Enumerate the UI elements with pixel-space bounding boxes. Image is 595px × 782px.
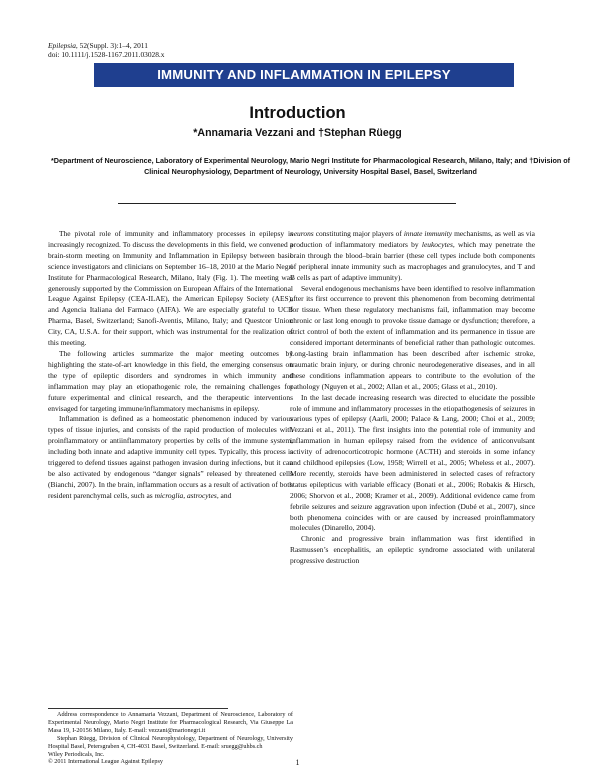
article-title: Introduction xyxy=(249,104,346,122)
doi[interactable]: doi: 10.1111/j.1528-1167.2011.03028.x xyxy=(48,49,165,59)
header-divider xyxy=(118,203,456,204)
paragraph: The pivotal role of immunity and inflammatory processes in epilepsy is increasingly recognized. To discuss the developments in this field, we convened a brain-storm meeting on Immunity and Inflammation in Epilepsy between basic science investigators and clinicians on September 16–18, 2010 at the Mario Negri Institute for Pharmacological Research, Milano, Italy (Fig. 1). The meeting was generously supported by the Commission on European Affairs of the International League Against Epilepsy (CEA-ILAE), the American Epilepsy Society (AES), and Agencia Italiana del Farmaco (AIFA). We are especially grateful to UCB Pharma, Basel, Switzerland; Sanofi-Aventis, Milano, Italy; and Questcor Union City, CA, U.S.A. for their support, which was instrumental for the realization of this meeting. xyxy=(48,229,293,348)
journal-volume: , 52(Suppl. 3):1–4, 2011 xyxy=(75,41,148,50)
paragraph: neurons constituting major players of innate immunity mechanisms, as well as via production of inflammatory mediators by leukocytes, which may penetrate the brain through the blood–brain barrier (these cell types include both components of peripheral innate immunity such as macrophages and granulocytes, and T and B cells as part of adaptive immunity). xyxy=(290,229,535,282)
body-column-right xyxy=(290,229,535,567)
journal-citation xyxy=(48,42,164,59)
page-number: 1 xyxy=(295,758,300,767)
paragraph: In the last decade increasing research was directed to elucidate the possible role of immune and inflammatory processes in the etiopathogenesis of seizures in various types of epilepsy (Aarli, 2000; Palace & Lang, 2000; Choi et al., 2009; Vezzani et al., 2011). The first insights into the potential role of immunity and inflammation in human epilepsy raised from the evidence of anticonvulsant activity of adrenocorticotropic hormone (ACTH) and steroids in some infancy and childhood epilepsies (Low, 1958; Wirrell et al., 2005; Wheless et al., 2007). More recently, steroids have been administered in selected cases of refractory status epilepticus with variable efficacy (Bonati et al., 2006; Robakis & Hirsch, 2006; Shorvon et al., 2008; Kramer et al., 2009). Additional evidence came from febrile seizures and seizure aggravation upon infection (Dubé et al., 2007), since both phenomena coincides with or are caused by increased proinflammatory molecules (Dinarello, 2004). xyxy=(290,392,535,533)
article-authors: *Annamaria Vezzani and †Stephan Rüegg xyxy=(193,127,402,139)
correspondence-address: Stephan Rüegg, Division of Clinical Neurophysiology, Department of Neurology, University Hospital Basel, Petersgraben 4, CH-4031 Basel, Switzerland. E-mail: sruegg@uhbs.ch xyxy=(48,734,293,750)
journal-name: Epilepsia xyxy=(48,41,76,50)
paragraph: Chronic and progressive brain inflammation was first identified in Rasmussen’s encephalitis, an epileptic syndrome associated with unilateral progressive destruction xyxy=(290,534,535,566)
paragraph: Several endogenous mechanisms have been identified to resolve inflammation after its first occurrence to prevent this phenomenon from becoming detrimental for tissue. When these regulatory mechanisms fail, inflammation may become chronic or last long enough to provoke tissue damage or dysfunction; therefore, a strict control of both the extent of inflammation and its permanence in tissue are considered important determinants of beneficial rather than pathologic outcomes. Long-lasting brain inflammation has been described after ischemic stroke, traumatic brain injury, or during chronic neurodegenerative diseases, and in all these conditions inflammation appears to contribute to the evolution of the pathology (Nguyen et al., 2002; Allan et al., 2005; Glass et al., 2010). xyxy=(290,283,535,391)
section-banner: IMMUNITY AND INFLAMMATION IN EPILEPSY xyxy=(94,63,514,87)
publisher: Wiley Periodicals, Inc. xyxy=(48,750,105,758)
author-affiliations: *Department of Neuroscience, Laboratory of Experimental Neurology, Mario Negri Institute for Pharmacological Research, Milano, Italy; and †Division of Clinical Neurophysiology, Department of Neurology, University Hospital Basel, Basel, Switzerland xyxy=(50,156,571,176)
correspondence-address: Address correspondence to Annamaria Vezzani, Department of Neuroscience, Laboratory of Experimental Neurology, Mario Negri Institute for Pharmacological Research, Via Giuseppe La Masa 19, I-20156 Milano, Italy. E-mail: vezzani@marionegri.it xyxy=(48,711,293,734)
paragraph: The following articles summarize the major meeting outcomes by highlighting the state-of-art knowledge in this field, the emerging consensus on the type of epileptic disorders and syndromes in which immunity and inflammation may play an etiopathogenic role, the remaining challenges for future experimental and clinical research, and the therapeutic interventions envisaged for targeting immune/inflammatory mechanisms in epilepsy. xyxy=(48,348,293,413)
copyright: © 2011 International League Against Epilepsy xyxy=(48,758,163,766)
footnote-divider xyxy=(48,708,228,709)
body-column-left xyxy=(48,229,293,502)
paragraph: Inflammation is defined as a homeostatic phenomenon induced by various types of tissue injuries, and consists of the rapid production of molecules with proinflammatory or antiinflammatory properties by cells of the immune system, including both innate and adaptive immunity cell types. Typically, this process is triggered to defend tissues against pathogen invasion during infections, but it can be also activated by endogenous “danger signals” released by threatened cells (Bianchi, 2007). In the brain, inflammation occurs as a result of activation of both resident parenchymal cells, such as microglia, astrocytes, and xyxy=(48,414,293,500)
